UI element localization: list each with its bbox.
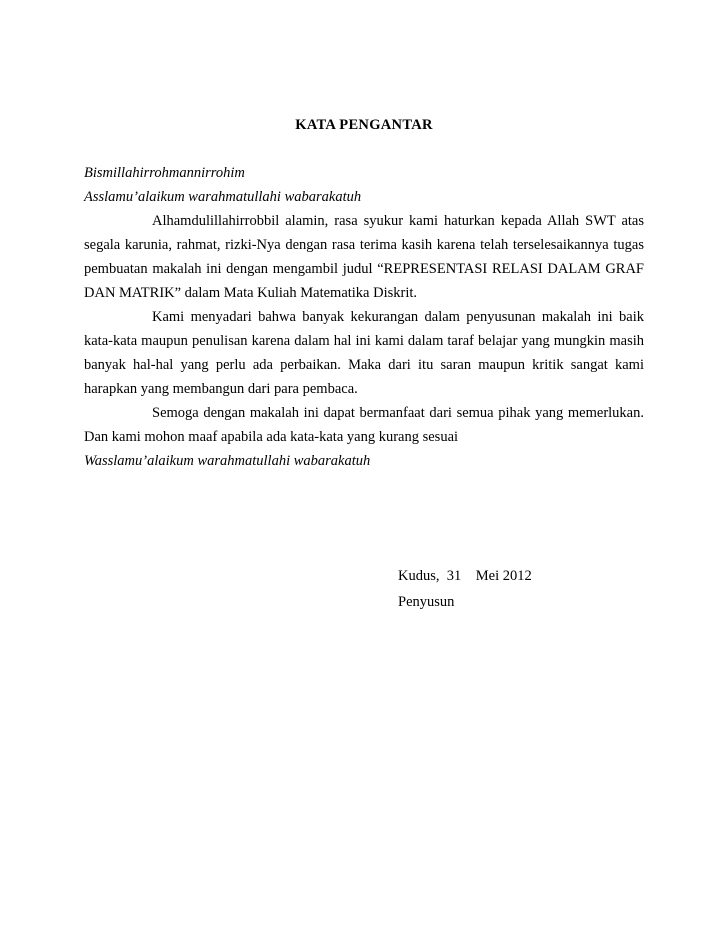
paragraph-3: Semoga dengan makalah ini dapat bermanfaat dari semua pihak yang memerlukan. Dan kami mohon maaf apabila ada kata-kata yang kurang sesuai — [84, 405, 644, 445]
paragraph-1: Alhamdulillahirrobbil alamin, rasa syukur kami haturkan kepada Allah SWT atas segala karunia, rahmat, rizki-Nya dengan rasa terima kasih karena telah terselesaikannya tugas pembuatan makalah ini dengan mengambil judul “REPRESENTASI RELASI DALAM GRAF DAN MATRIK” dalam Mata Kuliah Matematika Diskrit. — [84, 213, 644, 301]
closing-greeting: Wasslamu’alaikum warahmatullahi wabarakatuh — [84, 453, 371, 469]
paragraph-2: Kami menyadari bahwa banyak kekurangan dalam penyusunan makalah ini baik kata-kata maupun penulisan karena dalam hal ini kami dalam taraf belajar yang mungkin masih banyak hal-hal yang perlu ada perbaikan. Maka dari itu saran maupun kritik sangat kami harapkan yang membangun dari para pembaca. — [84, 309, 644, 397]
opening-basmala: Bismillahirrohmannirrohim — [84, 165, 245, 181]
document-body — [84, 161, 644, 473]
opening-greeting: Asslamu’alaikum warahmatullahi wabarakatuh — [84, 189, 362, 205]
signature-block — [398, 563, 532, 615]
signer-label: Penyusun — [398, 594, 455, 610]
page-title: KATA PENGANTAR — [295, 117, 433, 133]
place-date: Kudus, 31 Mei 2012 — [398, 568, 532, 584]
